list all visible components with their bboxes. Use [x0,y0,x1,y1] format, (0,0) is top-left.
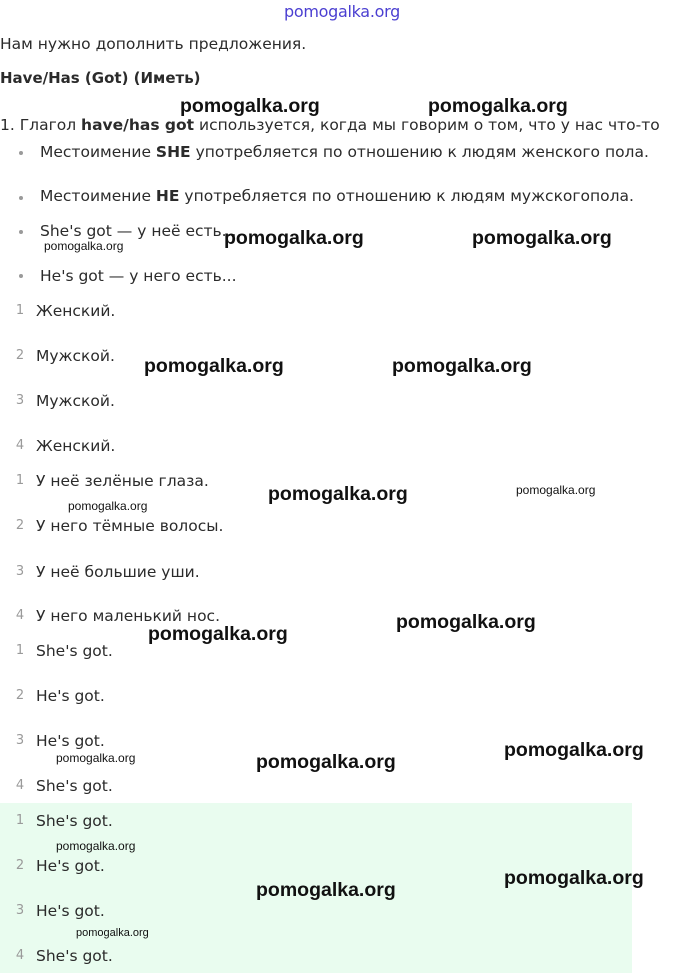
list-item: He's got. [36,732,105,750]
rule-prefix: 1. Глагол [0,116,82,134]
bullet-bold: HE [155,187,180,205]
watermark: pomogalka.org [472,227,612,249]
watermark: pomogalka.org [224,227,364,249]
bullet-item [40,142,649,162]
list-number: 1 [15,813,25,828]
list-item: Женский. [36,437,116,455]
watermark: pomogalka.org [396,611,536,633]
list-number: 4 [15,608,25,623]
list-number: 1 [15,473,25,488]
section-heading: Have/Has (Got) (Иметь) [0,69,201,87]
watermark: pomogalka.org [392,355,532,377]
watermark-small: pomogalka.org [68,499,148,513]
bullet-dot [19,230,23,234]
watermark-small: pomogalka.org [76,927,149,939]
bullet-item [40,186,634,206]
watermark: pomogalka.org [148,623,288,645]
list-number: 3 [15,393,25,408]
list-item: У неё большие уши. [36,563,200,581]
list-number: 2 [15,518,25,533]
list-number: 2 [15,858,25,873]
list-item: У неё зелёные глаза. [36,472,209,490]
list-item: She's got. [36,812,113,830]
watermark-small: pomogalka.org [56,751,136,765]
watermark: pomogalka.org [268,483,408,505]
list-item: She's got. [36,777,113,795]
bullet-item: He's got — у него есть... [40,267,237,285]
intro-text: Нам нужно дополнить предложения. [0,35,307,53]
list-number: 4 [15,438,25,453]
bullet-bold: SHE [155,143,191,161]
watermark-small: pomogalka.org [56,839,136,853]
watermark: pomogalka.org [504,867,644,889]
list-item: Мужской. [36,392,115,410]
watermark: pomogalka.org [504,739,644,761]
list-item: У него тёмные волосы. [36,517,224,535]
list-item: She's got. [36,947,113,965]
watermark-top-link[interactable]: pomogalka.org [284,2,400,21]
list-number: 1 [15,643,25,658]
list-item: She's got. [36,642,113,660]
watermark: pomogalka.org [428,95,568,117]
list-item: Женский. [36,302,116,320]
watermark-small: pomogalka.org [516,483,596,497]
list-number: 1 [15,303,25,318]
bullet-prefix: Местоимение [40,187,156,205]
watermark-small: pomogalka.org [44,239,124,253]
list-item: He's got. [36,902,105,920]
bullet-suffix: употребляется по отношению к людям мужскогопола. [179,187,634,205]
bullet-dot [19,151,23,155]
watermark: pomogalka.org [180,95,320,117]
watermark: pomogalka.org [256,879,396,901]
watermark: pomogalka.org [144,355,284,377]
list-item: He's got. [36,687,105,705]
list-number: 4 [15,778,25,793]
list-item: У него маленький нос. [36,607,221,625]
watermark: pomogalka.org [256,751,396,773]
list-item: Мужской. [36,347,115,365]
list-number: 2 [15,688,25,703]
rule-bold: have/has got [81,116,195,134]
bullet-item: She's got — у неё есть... [40,222,237,240]
list-number: 2 [15,348,25,363]
list-number: 4 [15,948,25,963]
list-number: 3 [15,733,25,748]
rule-text [0,115,660,135]
bullet-dot [19,196,23,200]
list-number: 3 [15,564,25,579]
bullet-dot [19,274,23,278]
rule-suffix: используется, когда мы говорим о том, что у нас что-то [194,116,660,134]
list-number: 3 [15,903,25,918]
bullet-suffix: употребляется по отношению к людям женского пола. [190,143,649,161]
bullet-prefix: Местоимение [40,143,156,161]
list-item: He's got. [36,857,105,875]
